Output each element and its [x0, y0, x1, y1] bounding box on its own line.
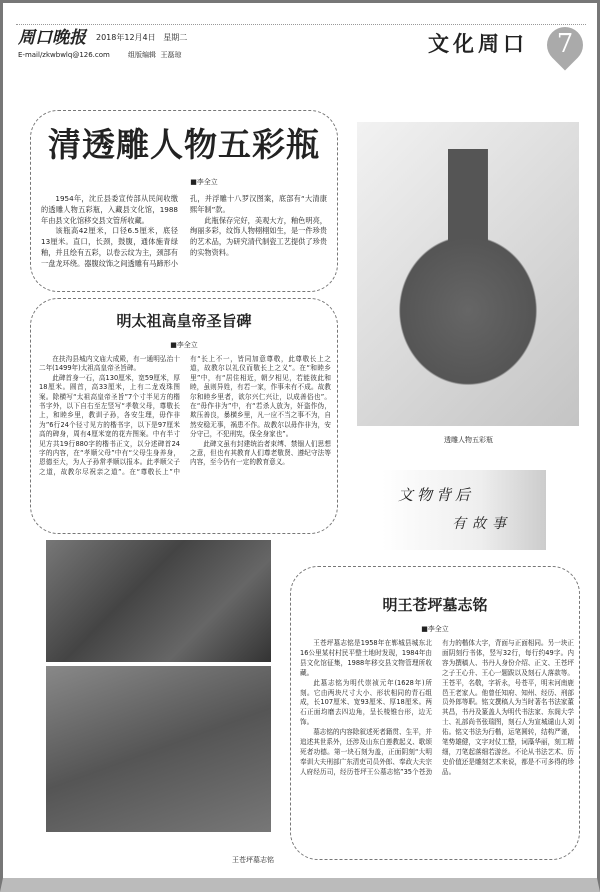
vase-photo [357, 122, 579, 426]
article-vase [30, 110, 338, 292]
paragraph: 此碑文虽有封建统治者束缚、禁锢人们思想之意，但也有其教育人们尊老敬贤、遵纪守法等内容，至今仍有一定的教育意义。 [190, 439, 331, 467]
paragraph: 此墓志铭为明代崇祯元年(1628年)所刻。它由两块尺寸大小、形状相同的青石组成，长107厘米、宽93厘米、厚18厘米。两石正面均磨去四边角，呈长棱锥台形，边无饰。 [300, 678, 432, 727]
byline: ■李全立 [170, 341, 198, 349]
paragraph: 王苍坪墓志铭是1958年在郸城县城东北16公里某村村民平整土地时发现，1984年由县文化馆征集，1988年移交县文物管理所收藏。 [300, 639, 432, 677]
article-title: 明王苍坪墓志铭 [382, 596, 488, 614]
date-text: 2018年12月4日 [96, 33, 156, 42]
paragraph: 墓志铭的内容除叙述死者籍贯、生平，并追述其世系外，还涉及山东白莲教起义、歌颂死者功德。第一块石刻为盖，正面阴刻“大明奉训大夫刑部广东清吏司员外郎、奉政大夫宗人府经历司，经历苍坪王公墓志铭”35个苍劲有力的楷体大字，背面与正面相同。另一块正面阴刻行书体，竖写32行，每行约49字。内容为撰稿人、书丹人身份介绍、正文、王苍坪之子王心升、王心一题跋以及刻石人落款等。王苍平，名敬，字祈永，号苍平，明末河南鹿邑王老家人。他曾任知府、知州、经历、刑部员外郎等职。铭文撰稿人为当时著名书法家董其昌，书丹及篆盖人为明代书法家、东阁大学士、礼部尚书张瑞图，刻石人为宣城谴山人刘佑。铭文书法为行楷，运笔圆转，结构严谨，笔势雄健，文字对仗工整，词藻华丽，刻工精细，刀笔起落细若游丝。不论从书法艺术、历史价值还是雕刻艺术来说，都是不可多得的珍品。 [300, 639, 574, 776]
article-title: 清透雕人物五彩瓶 [48, 125, 320, 164]
article-body [300, 639, 574, 778]
editor-name: 王磊琼 [160, 51, 182, 59]
contact-email: E-mail/zkwbwlq@126.com [18, 51, 110, 59]
byline: ■李全立 [421, 625, 449, 633]
article-tombstone [290, 566, 580, 860]
newspaper-logo: 周口晚报 [18, 28, 86, 48]
article-stele [30, 298, 338, 534]
section-title: 文化周口 [428, 31, 528, 56]
paragraph: 此碑首身一石，高130厘米，宽59厘米，厚18厘米。圆首，高33厘米，上有二龙戏珠图案。除横写“太祖高皇帝圣旨”7个寸半见方的楷书字外，以下自右至左竖写“孝敬父母，尊敬长上，和睦乡里，教训子孙，各安生理，毋作非为”6行24个径寸见方的楷书字，以下是97厘米高的碑身，周有4厘米宽的花卉图案。中有半寸见方共19行880字的楷书正文，以分述碑首24字的内容，在“孝顺父母”中有“父母生身养身，恩德至大，为人子孙常孝顺以报本。此孝顺父子之道，故教尔尽祝亲之道”。在“尊敬长上”中有“长上不一，皆同加意尊敬，此尊敬长上之道，故教尔以礼仪而敬长上之义”。在“和睦乡里”中，有“居住相近，朝夕相见，若能彼此和睦，虽则异姓，有若一家，作事未有不成。故教尔和睦乡里者，欲尔兴仁兴让，以成善俗也”。在“毋作非为”中，有“若杀人放为，奸盗作伪，欺压善良，暴横乡里，凡一应不当之事不为，自然安稳无事，祸患不作。故教尔以毋作非为，安分守己，不犯刑宪，保全身家也”。 [39, 355, 331, 476]
byline: ■李全立 [190, 178, 218, 186]
column-banner [382, 470, 546, 550]
tombstone-photo-top [46, 540, 271, 662]
banner-line2: 有故事 [452, 516, 512, 532]
article-body [41, 194, 327, 270]
paragraph: 该瓶高42厘米，口径6.5厘米，底径13厘米。直口，长颈，鼓腹，通体施青绿釉，并且绘有五彩，以卷云纹为主，颈部有一盘龙环绕。器腹纹饰之间透雕有马蹄形小孔，并浮雕十八罗汉图案，底部有“大清康熙年制”款。 [41, 194, 327, 268]
paragraph: 在扶沟县城内文庙大成殿，有一通明弘治十二年(1499年)太祖高皇帝圣旨碑。 [39, 355, 180, 373]
tombstone-caption: 王苍坪墓志铭 [232, 856, 274, 864]
editor-label: 组版编辑 [128, 51, 156, 59]
article-title: 明太祖高皇帝圣旨碑 [116, 312, 252, 330]
weekday-text: 星期二 [163, 33, 188, 42]
issue-date [96, 33, 187, 43]
banner-line1: 文物背后 [398, 486, 475, 504]
editor-credit [128, 51, 181, 60]
page-header [16, 24, 586, 60]
tombstone-photo-bottom [46, 666, 271, 832]
page-number: 7 [556, 29, 574, 59]
article-body [39, 355, 331, 477]
paragraph: 1954年，沈丘县委宣传部从民间收缴的透雕人物五彩瓶，入藏县文化馆，1988年由县文化馆移交县文管所收藏。 [41, 194, 178, 225]
vase-caption: 透雕人物五彩瓶 [444, 436, 493, 444]
paragraph: 此瓶保存完好，美观大方，釉色明亮，绚丽多彩，纹饰人物栩栩如生，是一件珍贵的艺术品，为研究清代制瓷工艺提供了珍贵的实物资料。 [190, 215, 327, 257]
